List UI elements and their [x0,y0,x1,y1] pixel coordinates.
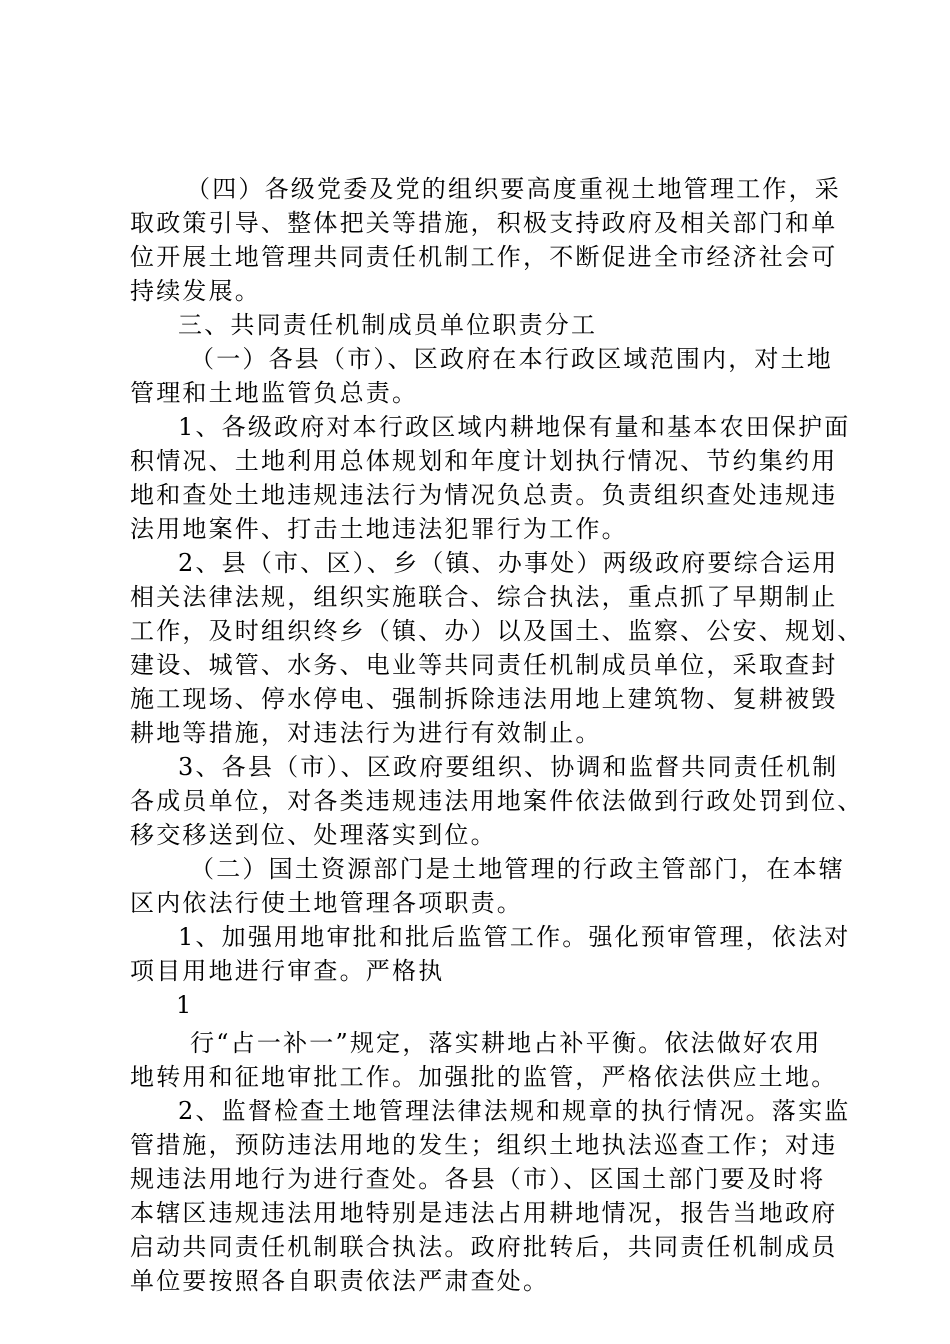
item-1-3-line-1: 3、各县（市）、区政府要组织、协调和监督共同责任机制 [178,753,839,781]
subsection-2-line-1: （二）国土资源部门是土地管理的行政主管部门，在本辖 [190,855,845,883]
subsection-1-line-2: 管理和土地监管负总责。 [130,379,419,407]
page-number: 1 [176,991,192,1019]
item-2-2-line-1: 2、监督检查土地管理法律法规和规章的执行情况。落实监 [178,1097,851,1125]
item-2-2-line-4: 本辖区违规违法用地特别是违法占用耕地情况，报告当地政府 [130,1199,838,1227]
section-heading-3: 三、共同责任机制成员单位职责分工 [178,311,598,339]
item-1-3-line-2: 各成员单位，对各类违规违法用地案件依法做到行政处罚到位、 [130,787,864,815]
item-1-3-line-3: 移交移送到位、处理落实到位。 [130,821,497,849]
subsection-2-line-2: 区内依法行使土地管理各项职责。 [130,889,523,917]
item-2-1-line-4: 地转用和征地审批工作。加强批的监管，严格依法供应土地。 [130,1063,838,1091]
item-2-2-line-3: 规违法用地行为进行查处。各县（市）、区国土部门要及时将 [130,1165,826,1193]
item-2-2-line-2: 管措施，预防违法用地的发生；组织土地执法巡查工作；对违 [130,1131,838,1159]
item-2-2-line-5: 启动共同责任机制联合执法。政府批转后，共同责任机制成员 [130,1233,838,1261]
item-1-2-line-1: 2、县（市、区）、乡（镇、办事处）两级政府要综合运用 [178,549,839,577]
item-1-2-line-3: 工作，及时组织终乡（镇、办）以及国土、监察、公安、规划、 [130,617,864,645]
paragraph-4-line-2: 取政策引导、整体把关等措施，积极支持政府及相关部门和单 [130,209,838,237]
item-2-1-line-2: 项目用地进行审查。严格执 [130,957,445,985]
item-1-2-line-4: 建设、城管、水务、电业等共同责任机制成员单位，采取查封 [130,651,838,679]
item-1-2-line-5: 施工现场、停水停电、强制拆除违法用地上建筑物、复耕被毁 [130,685,838,713]
paragraph-4-line-3: 位开展土地管理共同责任机制工作，不断促进全市经济社会可 [130,243,838,271]
item-2-2-line-6: 单位要按照各自职责依法严肃查处。 [130,1267,550,1295]
item-1-1-line-4: 法用地案件、打击土地违法犯罪行为工作。 [130,515,628,543]
subsection-1-line-1: （一）各县（市）、区政府在本行政区域范围内，对土地 [190,345,833,373]
item-1-1-line-2: 积情况、土地利用总体规划和年度计划执行情况、节约集约用 [130,447,838,475]
item-1-2-line-2: 相关法律法规，组织实施联合、综合执法，重点抓了早期制止 [130,583,838,611]
item-1-2-line-6: 耕地等措施，对违法行为进行有效制止。 [130,719,602,747]
item-2-1-line-3: 行“占一补一”规定，落实耕地占补平衡。依法做好农用 [190,1029,822,1057]
item-1-1-line-3: 地和查处土地违规违法行为情况负总责。负责组织查处违规违 [130,481,838,509]
item-1-1-line-1: 1、各级政府对本行政区域内耕地保有量和基本农田保护面 [178,413,851,441]
paragraph-4-line-4: 持续发展。 [130,277,261,305]
paragraph-4-line-1: （四）各级党委及党的组织要高度重视土地管理工作，采 [186,175,841,203]
item-2-1-line-1: 1、加强用地审批和批后监管工作。强化预审管理，依法对 [178,923,851,951]
